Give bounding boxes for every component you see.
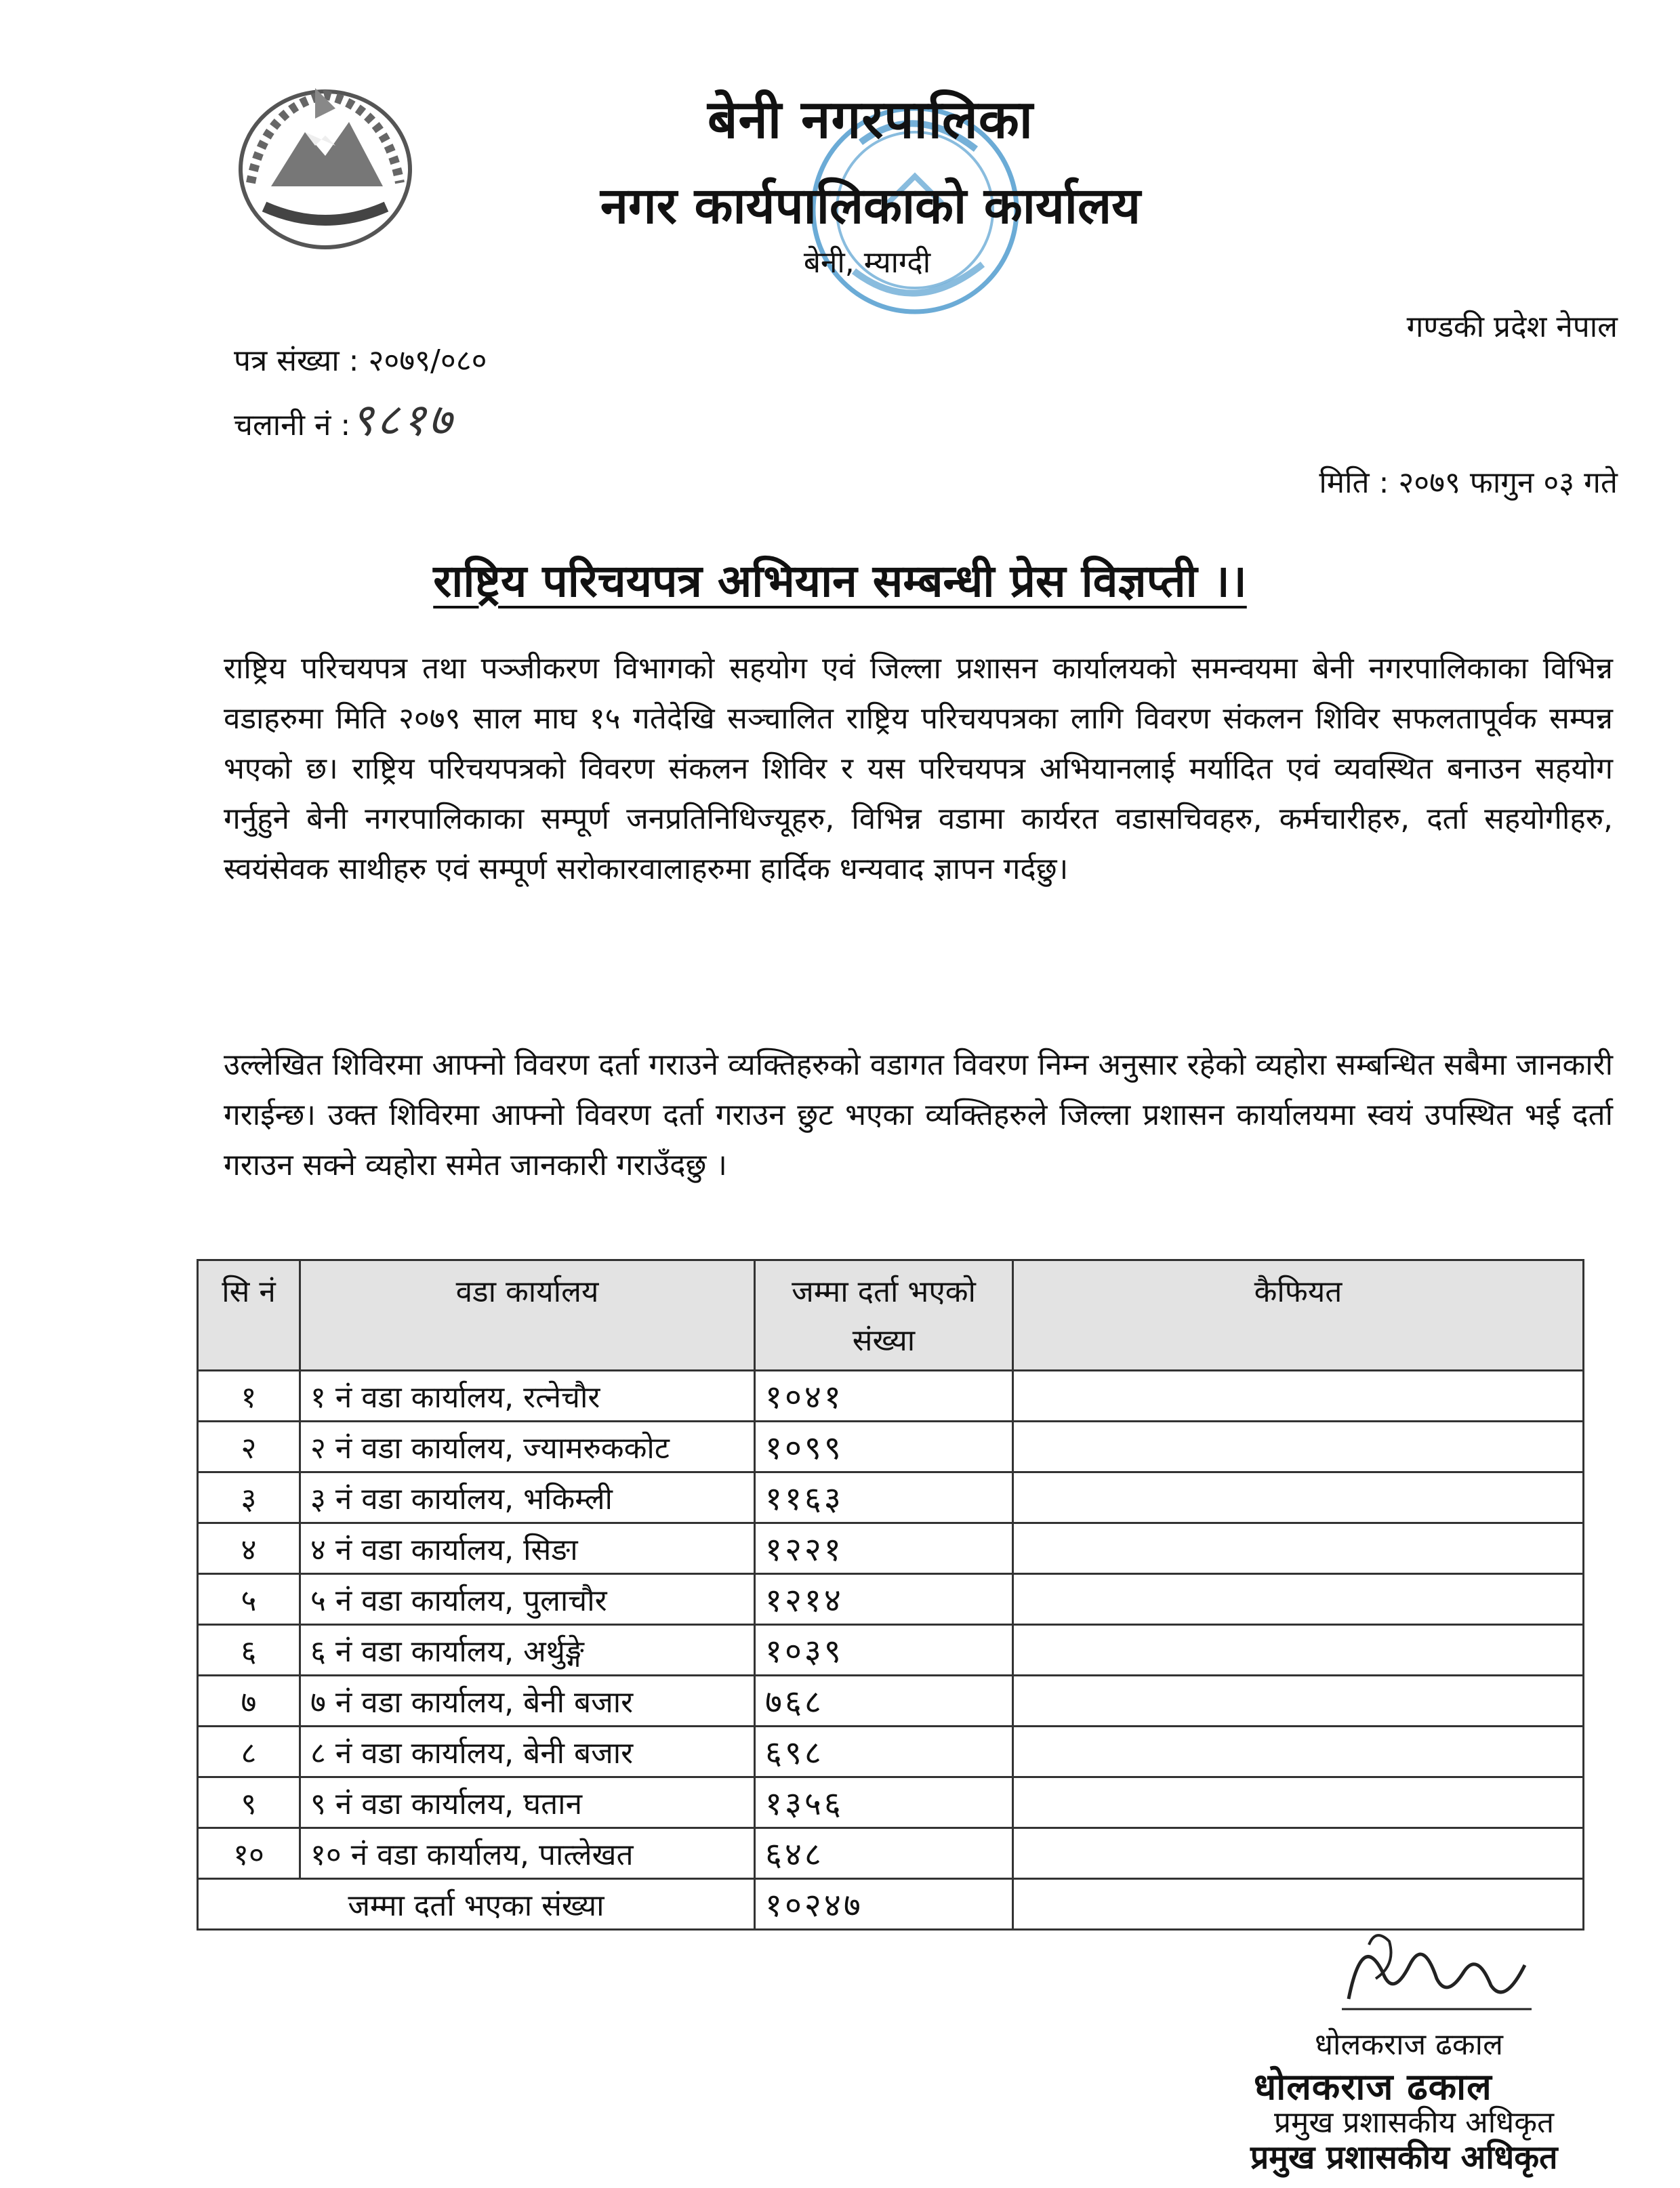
row-sn: ४ [198, 1523, 300, 1574]
row-sn: ५ [198, 1574, 300, 1625]
table-row [198, 1523, 1584, 1574]
signatory-name-stamp: धोलकराज ढकाल [1254, 2065, 1492, 2108]
date-line: मिति : २०७९ फागुन ०३ गते [1319, 466, 1618, 500]
row-count: १०९९ [755, 1422, 1013, 1472]
row-remarks [1013, 1777, 1584, 1828]
office-name: नगर कार्यपालिकाको कार्यालय [600, 177, 1141, 235]
dispatch-value: ९८१७ [350, 394, 455, 446]
table-row [198, 1727, 1584, 1777]
row-sn: २ [198, 1422, 300, 1472]
row-sn: ३ [198, 1472, 300, 1523]
row-count: १०३९ [755, 1625, 1013, 1676]
row-count: १३५६ [755, 1777, 1013, 1828]
row-count: १२१४ [755, 1574, 1013, 1625]
province-line: गण्डकी प्रदेश नेपाल [1406, 310, 1618, 344]
table-row [198, 1472, 1584, 1523]
row-ward: ३ नं वडा कार्यालय, भकिम्ली [300, 1472, 755, 1523]
row-sn: ७ [198, 1676, 300, 1727]
total-remarks [1013, 1879, 1584, 1930]
letter-number [234, 339, 487, 379]
row-ward: १ नं वडा कार्यालय, रत्नेचौर [300, 1371, 755, 1422]
row-sn: ८ [198, 1727, 300, 1777]
row-ward: ६ नं वडा कार्यालय, अर्थुङ्गे [300, 1625, 755, 1676]
row-ward: ४ नं वडा कार्यालय, सिङा [300, 1523, 755, 1574]
row-remarks [1013, 1371, 1584, 1422]
row-count: १२२१ [755, 1523, 1013, 1574]
table-row [198, 1422, 1584, 1472]
letter-number-label: पत्र संख्या : [234, 344, 369, 378]
table-row [198, 1676, 1584, 1727]
signatory-title: प्रमुख प्रशासकीय अधिकृत [1274, 2105, 1555, 2140]
row-remarks [1013, 1422, 1584, 1472]
municipality-name: बेनी नगरपालिका [708, 89, 1033, 150]
dispatch-label: चलानी नं : [234, 408, 351, 442]
signatory-name: धोलकराज ढकाल [1315, 2027, 1503, 2062]
row-remarks [1013, 1523, 1584, 1574]
table-header-row [198, 1260, 1584, 1371]
table-row [198, 1625, 1584, 1676]
row-remarks [1013, 1727, 1584, 1777]
row-remarks [1013, 1472, 1584, 1523]
table-row [198, 1574, 1584, 1625]
row-ward: ९ नं वडा कार्यालय, घतान [300, 1777, 755, 1828]
row-remarks [1013, 1574, 1584, 1625]
row-count: ६९८ [755, 1727, 1013, 1777]
row-sn: ९ [198, 1777, 300, 1828]
table-row [198, 1828, 1584, 1879]
letter-number-value: २०७९/०८० [368, 344, 487, 378]
header-count: जम्मा दर्ता भएको संख्या [755, 1260, 1013, 1371]
total-value: १०२४७ [755, 1879, 1013, 1930]
row-ward: १० नं वडा कार्यालय, पात्लेखत [300, 1828, 755, 1879]
row-remarks [1013, 1828, 1584, 1879]
signature-icon [1328, 1924, 1545, 2019]
row-remarks [1013, 1625, 1584, 1676]
row-ward: ७ नं वडा कार्यालय, बेनी बजार [300, 1676, 755, 1727]
dispatch-number [234, 388, 454, 449]
table-total-row [198, 1879, 1584, 1930]
row-count: १०४१ [755, 1371, 1013, 1422]
row-count: ७६८ [755, 1676, 1013, 1727]
header-remarks: कैफियत [1013, 1260, 1584, 1371]
header-sn: सि नं [198, 1260, 300, 1371]
table-row [198, 1371, 1584, 1422]
row-count: ६४८ [755, 1828, 1013, 1879]
table-row [198, 1777, 1584, 1828]
row-ward: २ नं वडा कार्यालय, ज्यामरुककोट [300, 1422, 755, 1472]
total-label: जम्मा दर्ता भएका संख्या [198, 1879, 755, 1930]
paragraph-1: राष्ट्रिय परिचयपत्र तथा पञ्जीकरण विभागको सहयोग एवं जिल्ला प्रशासन कार्यालयको समन्वयमा बेनी नगरपालिकाका विभिन्न वडाहरुमा मिति २०७९ साल माघ १५ गतेदेखि सञ्चालित राष्ट्रिय परिचयपत्रका लागि विवरण संकलन शिविर सफलतापूर्वक सम्पन्न भएको छ। राष्ट्रिय परिचयपत्रको विवरण संकलन शिविर र यस परिचयपत्र अभियानलाई मर्यादित एवं व्यवस्थित बनाउन सहयोग गर्नुहुने बेनी नगरपालिकाका सम्पूर्ण जनप्रतिनिधिज्यूहरु, विभिन्न वडामा कार्यरत वडासचिवहरु, कर्मचारीहरु, दर्ता सहयोगीहरु, स्वयंसेवक साथीहरु एवं सम्पूर्ण सरोकारवालाहरुमा हार्दिक धन्यवाद ज्ञापन गर्दछु। [224, 651, 1613, 886]
row-count: ११६३ [755, 1472, 1013, 1523]
signatory-title-stamp: प्रमुख प्रशासकीय अधिकृत [1250, 2139, 1558, 2176]
header-ward: वडा कार्यालय [300, 1260, 755, 1371]
row-ward: ८ नं वडा कार्यालय, बेनी बजार [300, 1727, 755, 1777]
paragraph-2: उल्लेखित शिविरमा आफ्नो विवरण दर्ता गराउने व्यक्तिहरुको वडागत विवरण निम्न अनुसार रहेको व्यहोरा सम्बन्धित सबैमा जानकारी गराईन्छ। उक्त शिविरमा आफ्नो विवरण दर्ता गराउन छुट भएका व्यक्तिहरुले जिल्ला प्रशासन कार्यालयमा स्वयं उपस्थित भई दर्ता गराउन सक्ने व्यहोरा समेत जानकारी गराउँदछु । [224, 1048, 1613, 1182]
row-ward: ५ नं वडा कार्यालय, पुलाचौर [300, 1574, 755, 1625]
row-sn: १० [198, 1828, 300, 1879]
office-place: बेनी, म्याग्दी [803, 245, 931, 280]
row-sn: ६ [198, 1625, 300, 1676]
row-remarks [1013, 1676, 1584, 1727]
row-sn: १ [198, 1371, 300, 1422]
document-title: राष्ट्रिय परिचयपत्र अभियान सम्बन्धी प्रेस विज्ञप्ती ।। [433, 555, 1247, 607]
registration-table [197, 1259, 1584, 1931]
